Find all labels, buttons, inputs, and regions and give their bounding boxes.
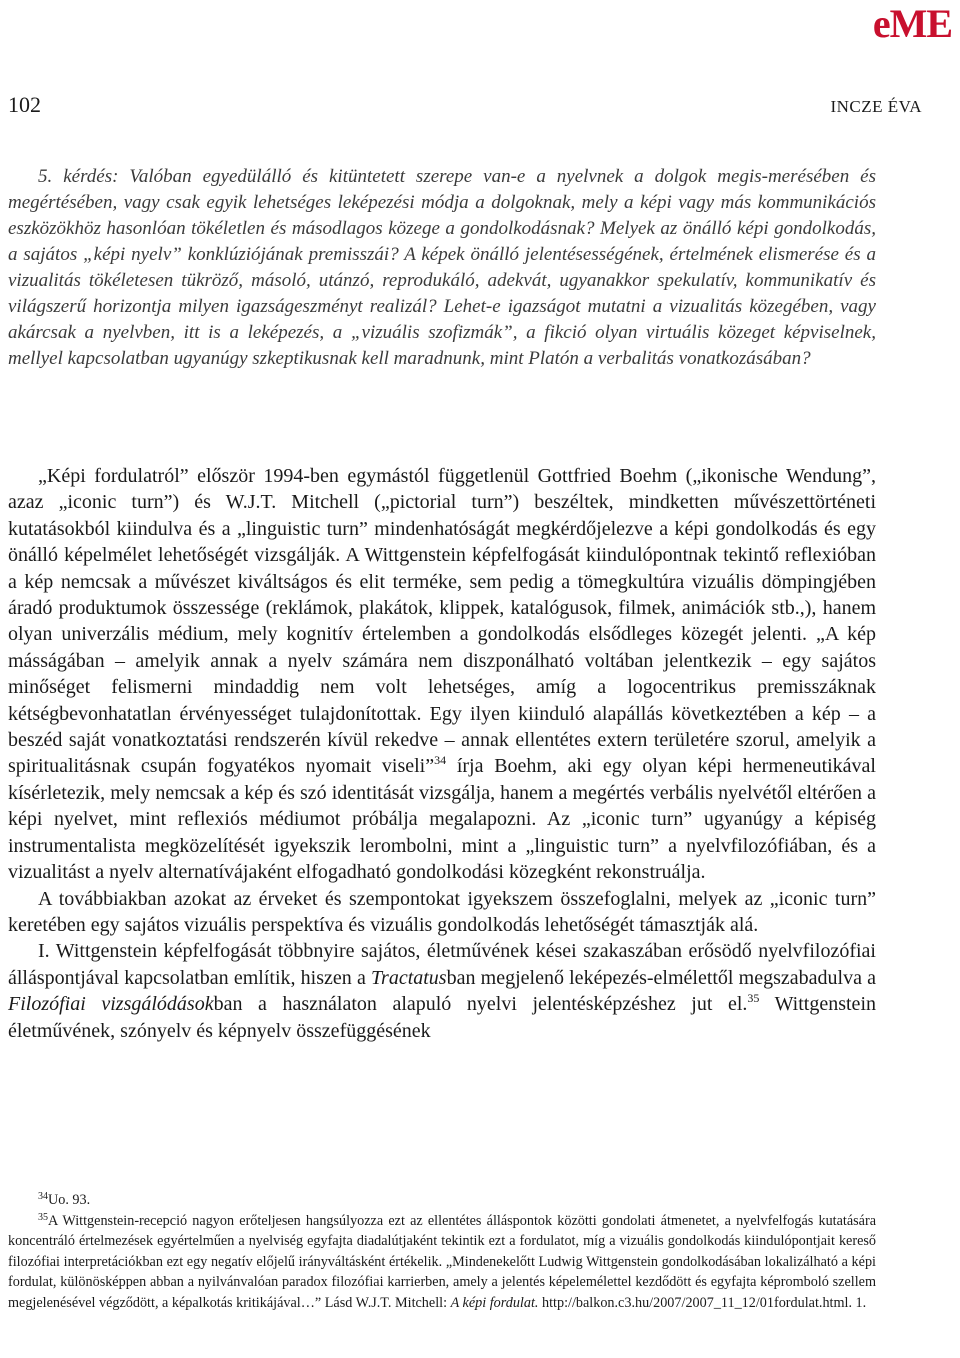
footnote-34 bbox=[8, 1190, 876, 1211]
paragraph-3-part-b: ban megjelenő leképezés-elmélettől megszabadulva a bbox=[446, 966, 877, 989]
paragraph-2: A továbbiakban azokat az érveket és szempontokat igyekszem összefoglalni, melyek az „iconic turn” keretében egy sajátos vizuális perspektíva és vizuális gondolkodás lehetőségét támasztják alá. bbox=[8, 887, 876, 936]
running-author: INCZE ÉVA bbox=[830, 97, 922, 116]
paragraph-1 bbox=[8, 463, 876, 886]
journal-logo: eME bbox=[872, 1, 952, 46]
question-paragraph bbox=[8, 164, 876, 372]
footnote-ref-34: 34 bbox=[434, 753, 447, 768]
footnote-34-mark: 34 bbox=[38, 1191, 48, 1202]
paragraph-3-part-a: I. Wittgenstein képfelfogását többnyire sajátos, életművének kései szakaszában erősödő nyelvfilozófiai álláspontjával kapcsolatban említik, hiszen a bbox=[8, 940, 876, 989]
page-number: 102 bbox=[8, 92, 41, 117]
footnote-35-mark: 35 bbox=[38, 1211, 48, 1223]
footnote-35-text: A Wittgenstein-recepció nagyon erőteljesen hangsúlyozza ezt az ellentétes álláspontok közötti gondolati átmenetet, a nyelvfelfogás kutatására koncentráló értelmezések egyértelműen a nyelviség egyfajta diadalútjaként tekintik ezt a fordulatot, míg a vizuális gondolkodás kiindulópontjait kereső filozófiai interpretációkban ezt egy negatív előjelű irányváltásként értékelik. „Mindenekelőtt Ludwig Wittgenstein gondolkodásában lokalizálható a képi fordulat, különösképpen abban a nyilvánvalóan paradox filozófiai karrierben, amely a jelentés képelemélettel kezdődött és egyfajta képromboló szellem megjelenésével végződött, a képalkotás kritikájával…” Lásd W.J.T. Mitchell: bbox=[8, 1212, 876, 1311]
footnotes bbox=[8, 1190, 876, 1314]
footnote-35-url: http://balkon.c3.hu/2007/2007_11_12/01fordulat.html. 1. bbox=[538, 1294, 867, 1311]
footnote-35 bbox=[8, 1211, 876, 1314]
paragraph-3 bbox=[8, 938, 876, 1044]
footnote-ref-35: 35 bbox=[747, 991, 760, 1006]
page-header bbox=[8, 92, 922, 118]
question-text: 5. kérdés: Valóban egyedülálló és kitüntetett szerepe van-e a nyelvnek a dolgok megis-merésében és megértésében, vagy csak egyik lehetséges leképezési módja a dolgoknak, mely a képi vagy más kommunikációs eszközökhöz hasonlóan tökéletlen és másodlagos közege a gondolkodásnak? Melyek az önálló képi gondolkodás, a sajátos „képi nyelv” konklúziójának premisszái? A képek önálló jelentésességének, értelmének elismerése és a vizualitás tökéletesen tükröző, másoló, utánzó, reprodukáló, adekvát, ugyanakkor spekulatív, kommunikatív és világszerű horizontja milyen igazságeszményt realizál? Lehet-e igazságot mutatni a vizualitás közegében, vagy akárcsak a nyelvben, itt is a leképezés, a „vizuális szofizmák”, a fikció olyan virtuális közeget képviselnek, mellyel kapcsolatban ugyanúgy szkeptikusnak kell maradnunk, mint Platón a verbalitás vonatkozásában? bbox=[8, 166, 876, 369]
paragraph-1-part-b: írja Boehm, aki egy olyan képi hermeneutikával kísérletezik, mely nemcsak a kép és szó identitását vizsgálja, hanem a megértés verbális nyelvétől eltérően a képi nyelvet, mint reflexiós médiumot próbálja megalapozni. Az „iconic turn” ugyanúgy a képiség instrumentalista megközelítését igyekszik lerombolni, mint a „linguistic turn” a nyelvfilozófiában, és a vizualitást a nyelv alternatívájaként elfogadható gondolkodási közegként rekonstruálja. bbox=[8, 755, 876, 884]
paragraph-3-part-d: Wittgenstein életművének, szónyelv és képnyelv összefüggésének bbox=[8, 993, 876, 1042]
body-text bbox=[8, 463, 876, 1044]
paragraph-3-part-c: ban a használaton alapuló nyelvi jelentésképzéshez jut el. bbox=[213, 993, 748, 1016]
tractatus-title: Tractatus bbox=[371, 966, 447, 989]
vizsgalodasok-title: Filozófiai vizsgálódások bbox=[8, 993, 214, 1016]
paragraph-1-part-a: „Képi fordulatról” először 1994-ben egymástól függetlenül Gottfried Boehm („ikonische Wendung”, azaz „iconic turn”) és W.J.T. Mitchell („pictorial turn”) beszéltek, mindketten művészettörténeti kutatásokból kiindulva és a „linguistic turn” mindenhatóságát megkérdőjelezve a képi gondolkodás és egy önálló képelmélet lehetőségét vizsgálják. A Wittgenstein képfelfogását kiindulópontnak tekintő reflexióban a kép nemcsak a művészet kiváltságos és elit terméke, sem pedig a tömegkultúra vizuális dömpingjében áradó produktumok összessége (reklámok, plakátok, klippek, katalógusok, filmek, animációk stb.,), hanem olyan univerzális médium, mely kognitív értelemben a gondolkodás elsődleges közegét jelenti. „A kép másságában – amelyik annak a nyelv számára nem diszponálható voltában jelentkezik – egy sajátos minőséget felismerni mindaddig nem volt lehetséges, amíg a logocentrikus premisszáknak kétségbevonhatatlan érvényességet tulajdonítottak. Egy ilyen kiinduló alapállás következtében a kép – a beszéd saját vonatkoztatási rendszerén kívül rekedve – annak ellentétes extern területére szorul, amelyik a spiritualitásnak csupán fogyatékos nyomait viseli” bbox=[8, 465, 876, 778]
footnote-35-title: A képi fordulat. bbox=[450, 1294, 539, 1311]
footnote-34-text: Uo. 93. bbox=[48, 1192, 91, 1208]
